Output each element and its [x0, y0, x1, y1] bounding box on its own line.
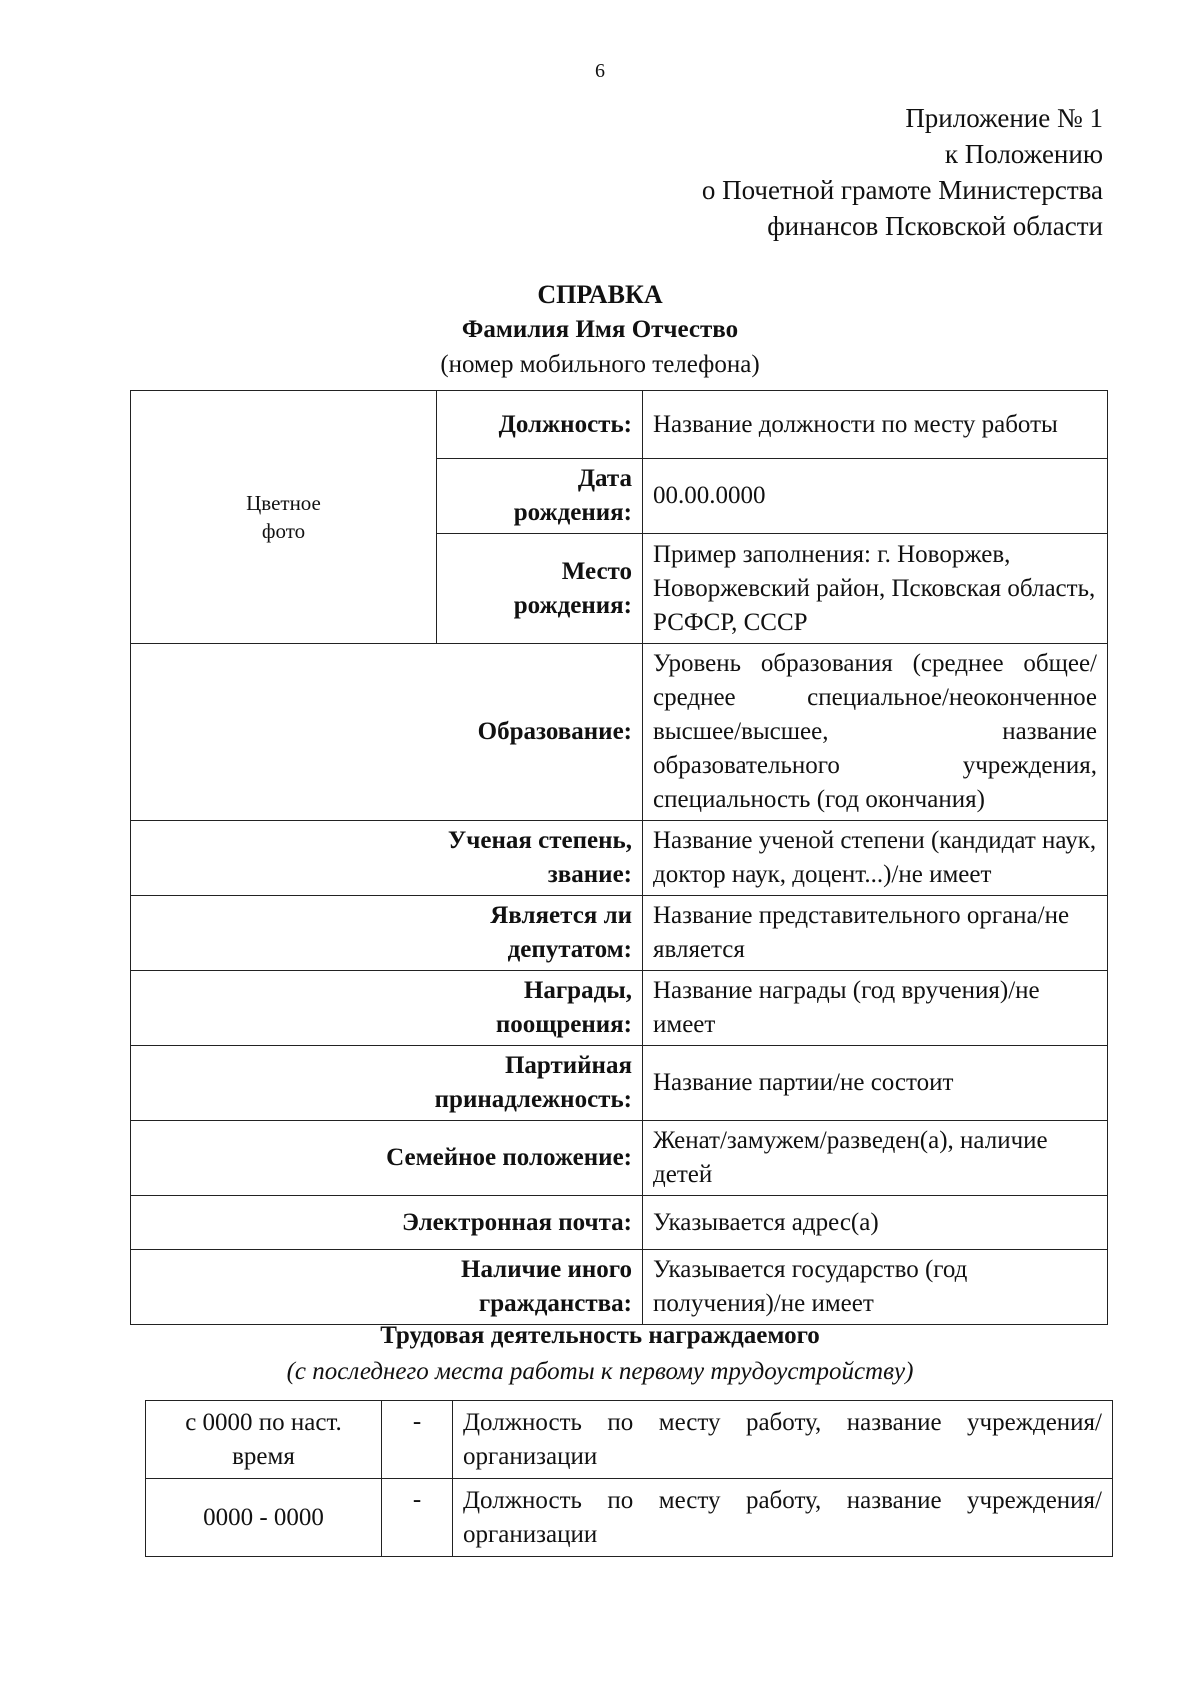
work-dash: -	[382, 1479, 453, 1557]
table-row	[131, 391, 1108, 459]
work-period: с 0000 по наст. время	[146, 1401, 382, 1479]
table-row	[131, 1121, 1108, 1196]
degree-value: Название ученой степени (кандидат наук, доктор наук, доцент...)/не имеет	[643, 821, 1108, 896]
deputy-label	[131, 896, 643, 971]
table-row	[131, 1196, 1108, 1250]
table-row	[131, 644, 1108, 821]
party-value: Название партии/не состоит	[643, 1046, 1108, 1121]
party-label-2: принадлежность:	[434, 1086, 632, 1113]
family-label: Семейное положение:	[131, 1121, 643, 1196]
photo-label-2: фото	[261, 519, 306, 543]
birth-date-label	[437, 459, 643, 534]
degree-label	[131, 821, 643, 896]
birth-place-label-2: рождения:	[513, 591, 632, 619]
table-row	[146, 1479, 1113, 1557]
position-label: Должность:	[437, 391, 643, 459]
title-block	[0, 277, 1200, 383]
birth-date-label-2: рождения:	[513, 499, 632, 526]
document-title: СПРАВКА	[537, 280, 663, 309]
family-value: Женат/замужем/разведен(а), наличие детей	[643, 1121, 1108, 1196]
citizenship-value: Указывается государство (год получения)/не имеет	[643, 1250, 1108, 1325]
birth-place-label	[437, 534, 643, 644]
education-value: Уровень образования (среднее общее/среднее специальное/неоконченное высшее/высшее, название образовательного учреждения, специальность (год окончания)	[643, 644, 1108, 821]
appendix-header	[702, 100, 1103, 244]
awards-label-2: поощрения:	[495, 1011, 632, 1038]
citizenship-label-2: гражданства:	[478, 1290, 632, 1317]
email-label: Электронная почта:	[131, 1196, 643, 1250]
full-name: Фамилия Имя Отчество	[461, 316, 739, 343]
phone-placeholder: (номер мобильного телефона)	[440, 351, 760, 378]
table-row	[131, 1250, 1108, 1325]
birth-date-label-1: Дата	[577, 465, 632, 492]
work-table	[145, 1400, 1113, 1557]
awards-label	[131, 971, 643, 1046]
photo-label-1: Цветное	[246, 491, 321, 515]
info-table	[130, 390, 1108, 1325]
education-label: Образование:	[131, 644, 643, 821]
photo-cell	[131, 391, 437, 644]
deputy-value: Название представительного органа/не является	[643, 896, 1108, 971]
birth-place-value: Пример заполнения: г. Новоржев, Новоржевский район, Псковская область, РСФСР, СССР	[643, 534, 1108, 644]
work-description: Должность по месту работу, название учреждения/организации	[453, 1479, 1113, 1557]
party-label-1: Партийная	[504, 1052, 632, 1079]
birth-place-label-1: Место	[561, 557, 632, 585]
awards-value: Название награды (год вручения)/не имеет	[643, 971, 1108, 1046]
party-label	[131, 1046, 643, 1121]
deputy-label-2: депутатом:	[507, 936, 632, 963]
awards-label-1: Награды,	[523, 977, 632, 1004]
table-row	[146, 1401, 1113, 1479]
work-subtitle: (с последнего места работы к первому трудоустройству)	[286, 1358, 914, 1385]
work-title: Трудовая деятельность награждаемого	[380, 1322, 820, 1349]
appendix-line-1: Приложение № 1	[905, 103, 1103, 133]
deputy-label-1: Является ли	[490, 902, 632, 929]
birth-date-value: 00.00.0000	[643, 459, 1108, 534]
work-period: 0000 - 0000	[146, 1479, 382, 1557]
appendix-line-2: к Положению	[944, 139, 1103, 169]
work-description: Должность по месту работу, название учреждения/организации	[453, 1401, 1113, 1479]
work-dash: -	[382, 1401, 453, 1479]
email-value: Указывается адрес(а)	[643, 1196, 1108, 1250]
degree-label-1: Ученая степень,	[447, 827, 632, 854]
table-row	[131, 1046, 1108, 1121]
table-row	[131, 896, 1108, 971]
table-row	[131, 971, 1108, 1046]
page-number: 6	[595, 60, 605, 82]
citizenship-label	[131, 1250, 643, 1325]
table-row	[131, 821, 1108, 896]
appendix-line-4: финансов Псковской области	[767, 211, 1103, 241]
degree-label-2: звание:	[547, 861, 632, 888]
work-heading	[0, 1318, 1200, 1390]
citizenship-label-1: Наличие иного	[461, 1256, 632, 1283]
position-value: Название должности по месту работы	[643, 391, 1108, 459]
appendix-line-3: о Почетной грамоте Министерства	[701, 175, 1103, 205]
